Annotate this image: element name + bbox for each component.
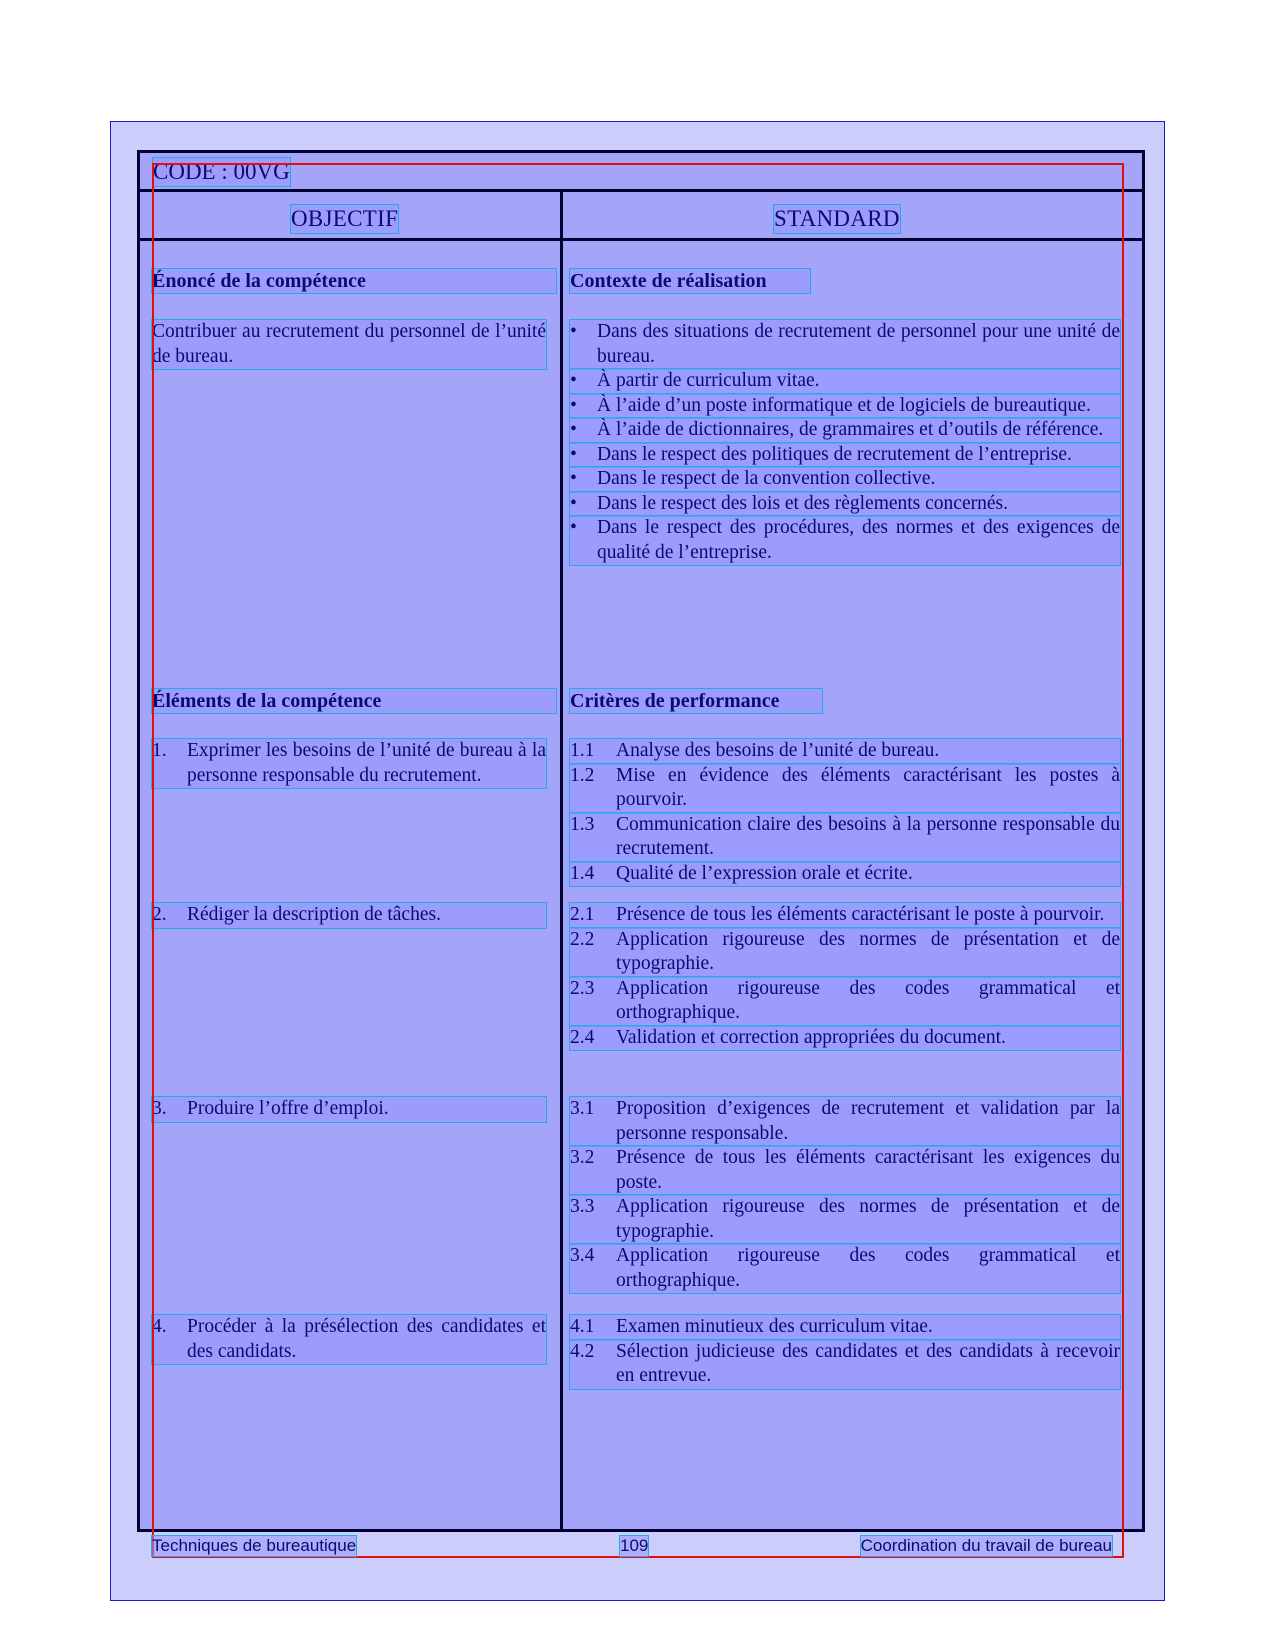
contexte-item-text: À partir de curriculum vitae.	[597, 370, 820, 391]
criterion-text: Qualité de l’expression orale et écrite.	[616, 862, 913, 884]
criterion-number: 3.1	[570, 1098, 595, 1119]
contexte-list	[570, 320, 1120, 565]
criterion-text: Validation et correction appropriées du document.	[616, 1026, 1006, 1048]
contexte-title: Contexte de réalisation	[570, 269, 810, 293]
criterion-number: 4.1	[570, 1316, 595, 1337]
element-row	[152, 903, 546, 928]
criterion-item	[570, 1097, 1120, 1146]
criterion-number: 2.1	[570, 904, 595, 925]
elements-title: Éléments de la compétence	[152, 689, 556, 713]
criterion-text: Présence de tous les éléments caractérisant le poste à pourvoir.	[616, 904, 1105, 925]
criterion-item	[570, 764, 1120, 813]
criterion-number: 2.4	[570, 1026, 595, 1048]
element-text: Exprimer les besoins de l’unité de bureau à la personne responsable du recrutement.	[187, 740, 546, 786]
criterion-text: Présence de tous les éléments caractérisant les exigences du poste.	[616, 1147, 1120, 1193]
bullet-icon: •	[570, 394, 577, 416]
criterion-item	[570, 1146, 1120, 1195]
criterion-number: 3.2	[570, 1147, 595, 1168]
column-divider	[560, 192, 563, 1532]
element-number: 2.	[152, 904, 167, 925]
bullet-icon: •	[570, 419, 577, 440]
contexte-item	[570, 320, 1120, 369]
contexte-item	[570, 516, 1120, 565]
criterion-item	[570, 739, 1120, 764]
criterion-item	[570, 1315, 1120, 1340]
element-number: 3.	[152, 1098, 167, 1119]
element-text: Produire l’offre d’emploi.	[187, 1098, 389, 1119]
contexte-item	[570, 443, 1120, 468]
bullet-icon: •	[570, 517, 577, 538]
criterion-number: 3.4	[570, 1245, 595, 1266]
criterion-text: Communication claire des besoins à la personne responsable du recrutement.	[616, 813, 1120, 859]
criteres-title: Critères de performance	[570, 689, 822, 713]
criterion-text: Sélection judicieuse des candidates et des candidats à recevoir en entrevue.	[616, 1340, 1120, 1386]
contexte-item-text: Dans le respect de la convention collective.	[597, 468, 936, 489]
criterion-item	[570, 1244, 1120, 1293]
contexte-item	[570, 467, 1120, 492]
criterion-item	[570, 1026, 1120, 1051]
criterion-number: 2.3	[570, 977, 595, 999]
contexte-item-text: À l’aide d’un poste informatique et de logiciels de bureautique.	[597, 394, 1091, 416]
element-item	[152, 739, 546, 788]
element-item	[152, 903, 546, 928]
criterion-text: Application rigoureuse des normes de présentation et de typographie.	[616, 1196, 1120, 1242]
criterion-text: Analyse des besoins de l’unité de bureau.	[616, 740, 940, 761]
element-row	[152, 1315, 546, 1364]
criteria-list	[570, 1315, 1120, 1389]
contexte-item-text: Dans le respect des lois et des règlements concernés.	[597, 492, 1008, 514]
element-number: 1.	[152, 740, 167, 761]
footer-right: Coordination du travail de bureau	[860, 1536, 1112, 1555]
criterion-item	[570, 1195, 1120, 1244]
criterion-number: 1.3	[570, 813, 595, 835]
criterion-text: Proposition d’exigences de recrutement et validation par la personne responsable.	[616, 1098, 1120, 1144]
contexte-item	[570, 369, 1120, 394]
criterion-item	[570, 928, 1120, 977]
enonce-text: Contribuer au recrutement du personnel de l’unité de bureau.	[152, 320, 546, 369]
element-text: Rédiger la description de tâches.	[187, 904, 441, 925]
criterion-item	[570, 977, 1120, 1026]
element-text: Procéder à la présélection des candidates et des candidats.	[187, 1316, 546, 1362]
criterion-item	[570, 862, 1120, 887]
criterion-item	[570, 903, 1120, 928]
enonce-title: Énoncé de la compétence	[152, 269, 556, 293]
contexte-item	[570, 418, 1120, 443]
criterion-text: Mise en évidence des éléments caractérisant les postes à pourvoir.	[616, 764, 1120, 810]
column-header-divider	[137, 238, 1145, 241]
criterion-item	[570, 813, 1120, 862]
element-row	[152, 739, 546, 788]
element-item	[152, 1097, 546, 1122]
criterion-number: 1.4	[570, 862, 595, 884]
criterion-number: 4.2	[570, 1340, 595, 1362]
element-item	[152, 1315, 546, 1364]
contexte-item	[570, 394, 1120, 419]
bullet-icon: •	[570, 468, 577, 489]
column-header-objectif: OBJECTIF	[291, 206, 399, 231]
criterion-number: 1.1	[570, 740, 595, 761]
criterion-number: 1.2	[570, 764, 595, 786]
criterion-text: Examen minutieux des curriculum vitae.	[616, 1316, 933, 1337]
criterion-text: Application rigoureuse des codes grammatical et orthographique.	[616, 1245, 1120, 1291]
criterion-item	[570, 1340, 1120, 1389]
criterion-text: Application rigoureuse des codes grammatical et orthographique.	[616, 977, 1120, 1023]
contexte-item-text: Dans le respect des procédures, des normes et des exigences de qualité de l’entreprise.	[597, 517, 1120, 563]
header-divider	[137, 189, 1145, 192]
bullet-icon: •	[570, 370, 577, 391]
contexte-item-text: Dans le respect des politiques de recrutement de l’entreprise.	[597, 443, 1072, 465]
footer-page-number: 109	[620, 1536, 649, 1555]
element-row	[152, 1097, 546, 1122]
bullet-icon: •	[570, 443, 577, 465]
criteria-list	[570, 903, 1120, 1050]
column-header-standard: STANDARD	[774, 206, 900, 231]
criterion-number: 3.3	[570, 1196, 595, 1217]
criterion-number: 2.2	[570, 928, 595, 950]
criteria-list	[570, 1097, 1120, 1293]
bullet-icon: •	[570, 321, 577, 342]
contexte-item-text: Dans des situations de recrutement de personnel pour une unité de bureau.	[597, 321, 1120, 367]
program-code: CODE : 00VG	[153, 159, 290, 184]
criterion-text: Application rigoureuse des normes de présentation et de typographie.	[616, 928, 1120, 974]
contexte-item-text: À l’aide de dictionnaires, de grammaires et d’outils de référence.	[597, 419, 1104, 440]
element-number: 4.	[152, 1316, 167, 1337]
bullet-icon: •	[570, 492, 577, 514]
footer-left: Techniques de bureautique	[152, 1536, 357, 1555]
criteria-list	[570, 739, 1120, 886]
contexte-item	[570, 492, 1120, 517]
